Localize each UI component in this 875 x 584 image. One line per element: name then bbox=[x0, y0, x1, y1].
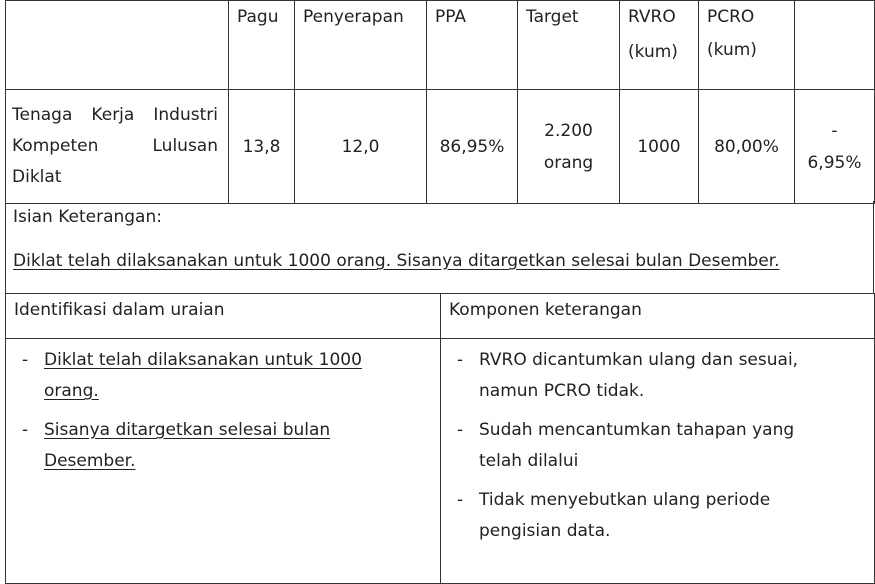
list-item-line: Tidak menyebutkan ulang periode bbox=[479, 490, 771, 510]
list-item bbox=[449, 415, 866, 477]
header-pcro bbox=[699, 1, 795, 90]
right-body bbox=[441, 339, 875, 584]
left-body bbox=[6, 339, 441, 584]
cell-target bbox=[518, 90, 620, 204]
dash-bullet: - bbox=[457, 350, 464, 370]
list-item-line: orang. bbox=[44, 381, 99, 401]
list-item-line: namun PCRO tidak. bbox=[479, 381, 645, 401]
notes-text: Diklat telah dilaksanakan untuk 1000 orang. Sisanya ditargetkan selesai bulan Desember. bbox=[13, 251, 780, 271]
list-item-line: pengisian data. bbox=[479, 521, 611, 541]
table-header-row bbox=[6, 1, 875, 90]
right-header: Komponen keterangan bbox=[441, 294, 875, 339]
cell-gap-value: 6,95% bbox=[807, 152, 862, 173]
cell-gap bbox=[795, 90, 875, 204]
dash-bullet: - bbox=[22, 350, 29, 370]
list-item bbox=[14, 345, 432, 407]
row-name-line: Kompeten Lulusan bbox=[12, 136, 218, 156]
row-name-cell bbox=[6, 90, 229, 204]
header-rvro bbox=[620, 1, 699, 90]
notes-title: Isian Keterangan: bbox=[13, 207, 162, 227]
header-cell-empty bbox=[6, 1, 229, 90]
dash-bullet: - bbox=[457, 490, 464, 510]
analysis-header-row bbox=[6, 294, 875, 339]
cell-ppa: 86,95% bbox=[427, 90, 518, 204]
cell-rvro: 1000 bbox=[620, 90, 699, 204]
list-item-line: telah dilalui bbox=[479, 451, 579, 471]
table-row bbox=[6, 90, 875, 204]
analysis-table bbox=[5, 293, 875, 584]
cell-pcro: 80,00% bbox=[699, 90, 795, 204]
header-ppa: PPA bbox=[427, 1, 518, 90]
row-name-line: Diklat bbox=[12, 167, 62, 187]
analysis-body-row bbox=[6, 339, 875, 584]
list-item bbox=[449, 345, 866, 407]
cell-pagu: 13,8 bbox=[229, 90, 295, 204]
list-item-line: Desember. bbox=[44, 451, 136, 471]
budget-table bbox=[5, 0, 875, 204]
list-item bbox=[449, 485, 866, 547]
notes-section bbox=[5, 201, 874, 293]
header-pcro-kum: (kum) bbox=[707, 40, 757, 60]
header-target: Target bbox=[518, 1, 620, 90]
list-item bbox=[14, 415, 432, 477]
dash-bullet: - bbox=[457, 420, 464, 440]
cell-gap-dash: - bbox=[831, 120, 838, 141]
list-item-line: Sisanya ditargetkan selesai bulan bbox=[44, 420, 331, 440]
list-item-line: Diklat telah dilaksanakan untuk 1000 bbox=[44, 350, 362, 370]
list-item-line: RVRO dicantumkan ulang dan sesuai, bbox=[479, 350, 799, 370]
list-item-line: Sudah mencantumkan tahapan yang bbox=[479, 420, 795, 440]
cell-penyerapan: 12,0 bbox=[295, 90, 427, 204]
header-pcro-label: PCRO bbox=[707, 7, 755, 27]
left-header: Identifikasi dalam uraian bbox=[6, 294, 441, 339]
cell-target-unit: orang bbox=[543, 152, 594, 173]
dash-bullet: - bbox=[22, 420, 29, 440]
cell-target-value: 2.200 bbox=[544, 120, 593, 141]
row-name-line: Tenaga Kerja Industri bbox=[12, 105, 218, 125]
header-pagu: Pagu bbox=[229, 1, 295, 90]
header-penyerapan: Penyerapan bbox=[295, 1, 427, 90]
header-rvro-kum: (kum) bbox=[628, 42, 678, 62]
header-cell-empty-last bbox=[795, 1, 875, 90]
header-rvro-label: RVRO bbox=[628, 7, 676, 27]
